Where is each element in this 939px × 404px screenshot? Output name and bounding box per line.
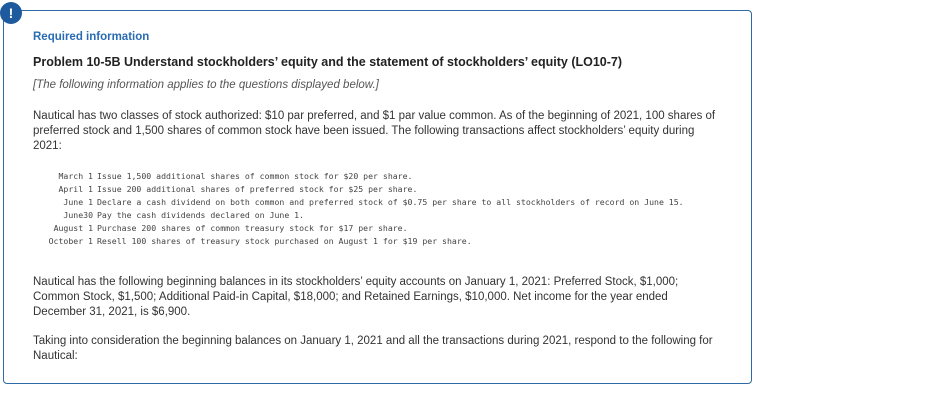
- transaction-date: October 1: [48, 236, 93, 246]
- balances-paragraph: Nautical has the following beginning balances in its stockholders’ equity accounts on January 1, 2021: Preferred Stock, $1,000; Common Stock, $1,500; Additional Paid-in Capital, $18,000; and Retained Earnings, $10,000. Net income for the year ended December 31, 2021, is $6,900.: [33, 276, 679, 318]
- intro-paragraph: Nautical has two classes of stock authorized: $10 par preferred, and $1 par value common. As of the beginning of 2021, 100 shares of preferred stock and 1,500 shares of common stock have been issued. The following transactions affect stockholders’ equity during 2021:: [33, 110, 716, 152]
- transaction-date: June30: [63, 210, 93, 220]
- transaction-date: August 1: [53, 223, 93, 233]
- alert-icon: !: [0, 2, 22, 24]
- info-note: [The following information applies to the questions displayed below.]: [33, 79, 379, 91]
- transaction-description: Pay the cash dividends declared on June 1.: [97, 210, 305, 220]
- transaction-row: [33, 196, 723, 209]
- transaction-list: [33, 170, 723, 248]
- transaction-description: Declare a cash dividend on both common and preferred stock of $0.75 per share to all stockholders of record on June 15.: [97, 197, 684, 207]
- transaction-row: [33, 170, 723, 183]
- required-information-heading: Required information: [33, 31, 150, 43]
- transaction-description: Issue 200 additional shares of preferred stock for $25 per share.: [97, 184, 418, 194]
- problem-title: Problem 10-5B Understand stockholders’ equity and the statement of stockholders’ equity (LO10-7): [33, 55, 623, 69]
- transaction-date: June 1: [63, 197, 93, 207]
- transaction-date: March 1: [58, 171, 93, 181]
- transaction-description: Purchase 200 shares of common treasury stock for $17 per share.: [97, 223, 408, 233]
- transaction-row: [33, 235, 723, 248]
- instruction-paragraph: Taking into consideration the beginning balances on January 1, 2021 and all the transactions during 2021, respond to the following for Nautical:: [33, 335, 713, 362]
- transaction-row: [33, 222, 723, 235]
- transaction-row: [33, 183, 723, 196]
- transaction-date: April 1: [58, 184, 93, 194]
- transaction-row: [33, 209, 723, 222]
- transaction-description: Issue 1,500 additional shares of common stock for $20 per share.: [97, 171, 413, 181]
- transaction-description: Resell 100 shares of treasury stock purchased on August 1 for $19 per share.: [97, 236, 472, 246]
